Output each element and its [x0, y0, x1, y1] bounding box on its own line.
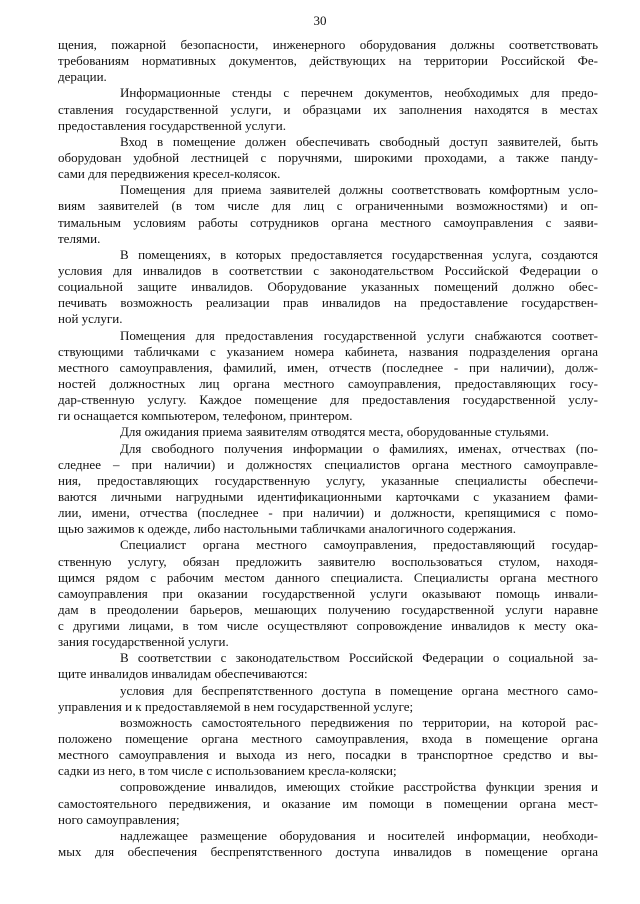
text-line: требованиям нормативных документов, действующих на территории Российской Фе- — [58, 53, 598, 69]
paragraph — [58, 182, 598, 247]
text-line: садки из него, в том числе с использованием кресла-коляски; — [58, 763, 397, 779]
text-line: дам в преодолении барьеров, мешающих получению государственной услуги наравне — [58, 601, 598, 617]
text-line: ностей должностных лиц органа местного самоуправления, предоставляющих госу- — [58, 375, 598, 391]
text-line: ги оснащается компьютером, телефоном, принтером. — [58, 408, 353, 424]
page-number: 30 — [313, 13, 327, 28]
paragraph — [58, 828, 598, 860]
text-line: ставления государственной услуги, и образцами их заполнения находятся в местах — [58, 101, 598, 117]
paragraph — [58, 247, 598, 328]
text-line: следнее – при наличии) и должностях специалистов органа местного самоуправле- — [58, 456, 598, 472]
text-line: Вход в помещение должен обеспечивать свободный доступ заявителей, быть — [120, 133, 598, 149]
text-line: Информационные стенды с перечнем документов, необходимых для предо- — [120, 85, 598, 101]
text-line: щью зажимов к одежде, либо настольными табличками аналогичного содержания. — [58, 521, 517, 537]
text-line: самостоятельного передвижения, и оказание им помощи в помещении органа мест- — [58, 795, 598, 811]
body-text — [58, 37, 598, 860]
text-line: щите инвалидов инвалидам обеспечиваются: — [58, 666, 308, 682]
text-line: мых для обеспечения беспрепятственного доступа инвалидов в помещение органа — [58, 844, 598, 860]
text-line: самоуправления при оказании государственной услуги оказывают помощь инвали- — [58, 585, 598, 601]
text-line: телями. — [58, 230, 101, 246]
paragraph — [58, 85, 598, 133]
text-line: местного самоуправления, фамилий, имен, отчеств (последнее - при наличии), долж- — [58, 359, 598, 375]
text-line: ного самоуправления; — [58, 811, 180, 827]
text-line: Помещения для приема заявителей должны соответствовать комфортным усло- — [120, 182, 598, 198]
text-line: предоставления государственной услуги. — [58, 117, 286, 133]
paragraph — [58, 134, 598, 182]
text-line: дар-ственную услугу. Каждое помещение для предоставления государственной услу- — [58, 392, 598, 408]
text-line: возможность самостоятельного передвижения по территории, на которой рас- — [120, 714, 598, 730]
text-line: местного самоуправления и выхода из него, посадки в транспортное средство и вы- — [58, 747, 598, 763]
paragraph — [58, 328, 598, 425]
text-line: ния, предоставляющих государственную услугу, указанные специалисты обеспечи- — [58, 472, 598, 488]
text-line: положено помещение органа местного самоуправления, входа в помещение органа — [58, 731, 598, 747]
text-line: оборудован удобной лестницей с поручнями, широкими проходами, а также панду- — [58, 149, 598, 165]
text-line: сами для передвижения кресел-колясок. — [58, 166, 281, 182]
text-line: с другими лицами, в том числе осуществляют сопровождение инвалидов к месту ока- — [58, 618, 598, 634]
text-line: ственную услугу, обязан предложить заявителю воспользоваться стулом, находя- — [58, 553, 598, 569]
paragraph — [58, 537, 598, 650]
text-line: дерации. — [58, 69, 107, 85]
text-line: виям заявителей (в том числе для лиц с ограниченными возможностями) и оп- — [58, 198, 598, 214]
text-line: печивать возможность реализации прав инвалидов на предоставление государствен- — [58, 295, 598, 311]
text-line: надлежащее размещение оборудования и носителей информации, необходи- — [120, 827, 598, 843]
text-line: тимальным условиям работы сотрудников органа местного самоуправления с заяви- — [58, 214, 598, 230]
text-line: В помещениях, в которых предоставляется государственная услуга, создаются — [120, 246, 598, 262]
paragraph — [58, 779, 598, 827]
paragraph — [58, 424, 598, 440]
text-line: сопровождение инвалидов, имеющих стойкие расстройства функции зрения и — [120, 779, 598, 795]
paragraph — [58, 715, 598, 780]
text-line: ной услуги. — [58, 311, 123, 327]
text-line: В соответствии с законодательством Российской Федерации о социальной за- — [120, 650, 598, 666]
paragraph — [58, 441, 598, 538]
text-line: социальной защите инвалидов. Оборудование указанных помещений должно обес- — [58, 279, 598, 295]
text-line: управления и к предоставляемой в нем государственной услуге; — [58, 698, 414, 714]
text-line: Помещения для предоставления государственной услуги снабжаются соответ- — [120, 327, 598, 343]
text-line: зания государственной услуги. — [58, 634, 229, 650]
paragraph — [58, 37, 598, 85]
text-line: ствующими табличками с указанием номера кабинета, названия подразделения органа — [58, 343, 598, 359]
text-line: Для свободного получения информации о фамилиях, именах, отчествах (по- — [120, 440, 598, 456]
text-line: лии, имени, отчества (последнее - при наличии) и должности, крепящимися с помо- — [58, 505, 598, 521]
paragraph — [58, 650, 598, 682]
text-line: Специалист органа местного самоуправления, предоставляющий государ- — [120, 537, 598, 553]
text-line: щимся рядом с рабочим местом данного специалиста. Специалисты органа местного — [58, 569, 598, 585]
text-line: Для ожидания приема заявителям отводятся места, оборудованные стульями. — [120, 424, 549, 440]
text-line: условия для инвалидов в соответствии с законодательством Российской Федерации о — [58, 262, 598, 278]
text-line: ваются личными нагрудными идентификационными карточками с указанием фами- — [58, 488, 598, 504]
text-line: щения, пожарной безопасности, инженерного оборудования должны соответствовать — [58, 37, 598, 52]
paragraph — [58, 683, 598, 715]
text-line: условия для беспрепятственного доступа в помещение органа местного само- — [120, 682, 598, 698]
